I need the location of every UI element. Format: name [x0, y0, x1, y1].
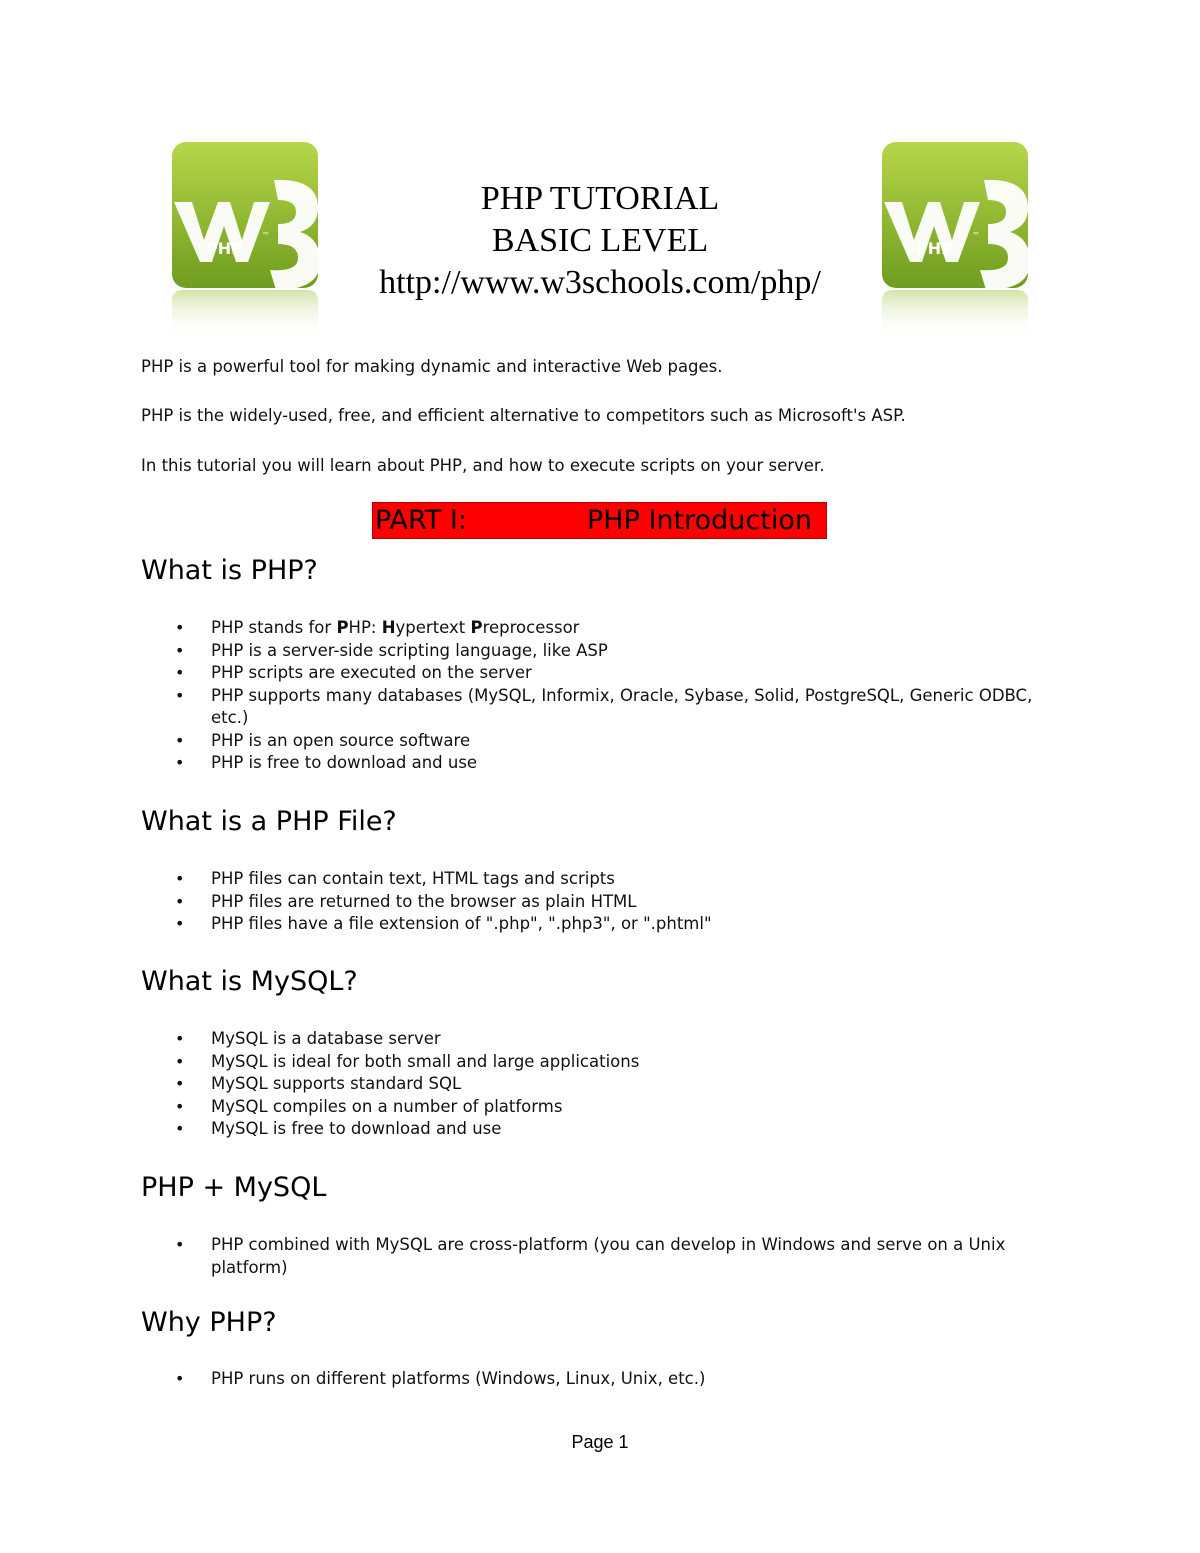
bullet-icon: •: [175, 1074, 185, 1093]
logo-php-label: PHP: [916, 239, 953, 258]
bullet-icon: •: [175, 914, 185, 933]
list-item: • PHP scripts are executed on the server: [141, 662, 1071, 685]
list-item: • PHP files can contain text, HTML tags and scripts: [141, 868, 1071, 891]
document-title-block: [300, 178, 900, 304]
bullet-icon: •: [175, 618, 185, 637]
list-item: • MySQL supports standard SQL: [141, 1073, 1071, 1096]
bullet-icon: •: [175, 753, 185, 772]
bullet-icon: •: [175, 1051, 185, 1071]
list-item: • MySQL is ideal for both small and large applications: [141, 1051, 1071, 1074]
list-item: • PHP files have a file extension of ".php", ".php3", or ".phtml": [141, 913, 1071, 936]
document-subtitle: BASIC LEVEL: [491, 222, 709, 259]
heading-what-is-php-file: What is a PHP File?: [141, 806, 397, 837]
part-label: PART I:: [375, 505, 467, 536]
bullet-icon: •: [175, 1119, 185, 1138]
document-url[interactable]: http://www.w3schools.com/php/: [379, 264, 821, 301]
list-item: • PHP is an open source software: [141, 730, 1071, 753]
list-what-is-php-file: [141, 868, 1071, 936]
w3-logo-icon: [880, 140, 1030, 340]
w3-logo-icon: [170, 140, 320, 340]
bullet-icon: •: [175, 663, 185, 682]
list-what-is-php: [141, 617, 1071, 775]
list-item: • MySQL compiles on a number of platforms: [141, 1096, 1071, 1119]
list-item: • PHP stands for PHP: Hypertext Preprocessor: [141, 617, 1071, 640]
list-item: • MySQL is a database server: [141, 1028, 1071, 1051]
intro-paragraph-1: PHP is a powerful tool for making dynamic and interactive Web pages.: [141, 357, 723, 376]
intro-paragraph-3: In this tutorial you will learn about PHP, and how to execute scripts on your server.: [141, 456, 825, 475]
list-item: • PHP runs on different platforms (Windows, Linux, Unix, etc.): [141, 1368, 1071, 1391]
bullet-icon: •: [175, 640, 185, 660]
bullet-icon: •: [175, 1369, 185, 1388]
heading-what-is-php: What is PHP?: [141, 555, 318, 586]
bullet-icon: •: [175, 869, 185, 888]
w3schools-php-logo-right: [880, 140, 1030, 340]
list-item: • PHP is free to download and use: [141, 752, 1071, 775]
list-what-is-mysql: [141, 1028, 1071, 1141]
list-item: • PHP supports many databases (MySQL, Informix, Oracle, Sybase, Solid, PostgreSQL, Generic ODBC, etc.): [175, 685, 1033, 727]
bullet-icon: •: [175, 891, 185, 911]
heading-what-is-mysql: What is MySQL?: [141, 966, 358, 997]
document-title: PHP TUTORIAL: [480, 180, 720, 217]
logo-tm-mark: ™: [972, 231, 980, 240]
w3schools-php-logo-left: [170, 140, 320, 340]
list-item: • PHP combined with MySQL are cross-platform (you can develop in Windows and serve on a Unix platform): [175, 1235, 1006, 1277]
heading-php-mysql: PHP + MySQL: [141, 1172, 327, 1203]
intro-paragraph-2: PHP is the widely-used, free, and efficient alternative to competitors such as Microsoft's ASP.: [141, 406, 906, 425]
list-item: • PHP is a server-side scripting language, like ASP: [141, 640, 1071, 663]
page-number: Page 1: [571, 1432, 629, 1452]
list-why-php: [141, 1368, 1071, 1391]
logo-tm-mark: ™: [262, 231, 270, 240]
bullet-icon: •: [175, 1096, 185, 1116]
bullet-icon: •: [175, 685, 185, 705]
bullet-icon: •: [175, 730, 185, 750]
list-item: • MySQL is free to download and use: [141, 1118, 1071, 1141]
list-php-mysql: [141, 1234, 1071, 1279]
part-title: PHP Introduction: [587, 505, 812, 536]
bullet-icon: •: [175, 1235, 185, 1254]
logo-php-label: PHP: [206, 239, 243, 258]
bullet-icon: •: [175, 1029, 185, 1048]
list-item: • PHP files are returned to the browser as plain HTML: [141, 891, 1071, 914]
part-banner: [372, 502, 827, 539]
heading-why-php: Why PHP?: [141, 1307, 277, 1338]
